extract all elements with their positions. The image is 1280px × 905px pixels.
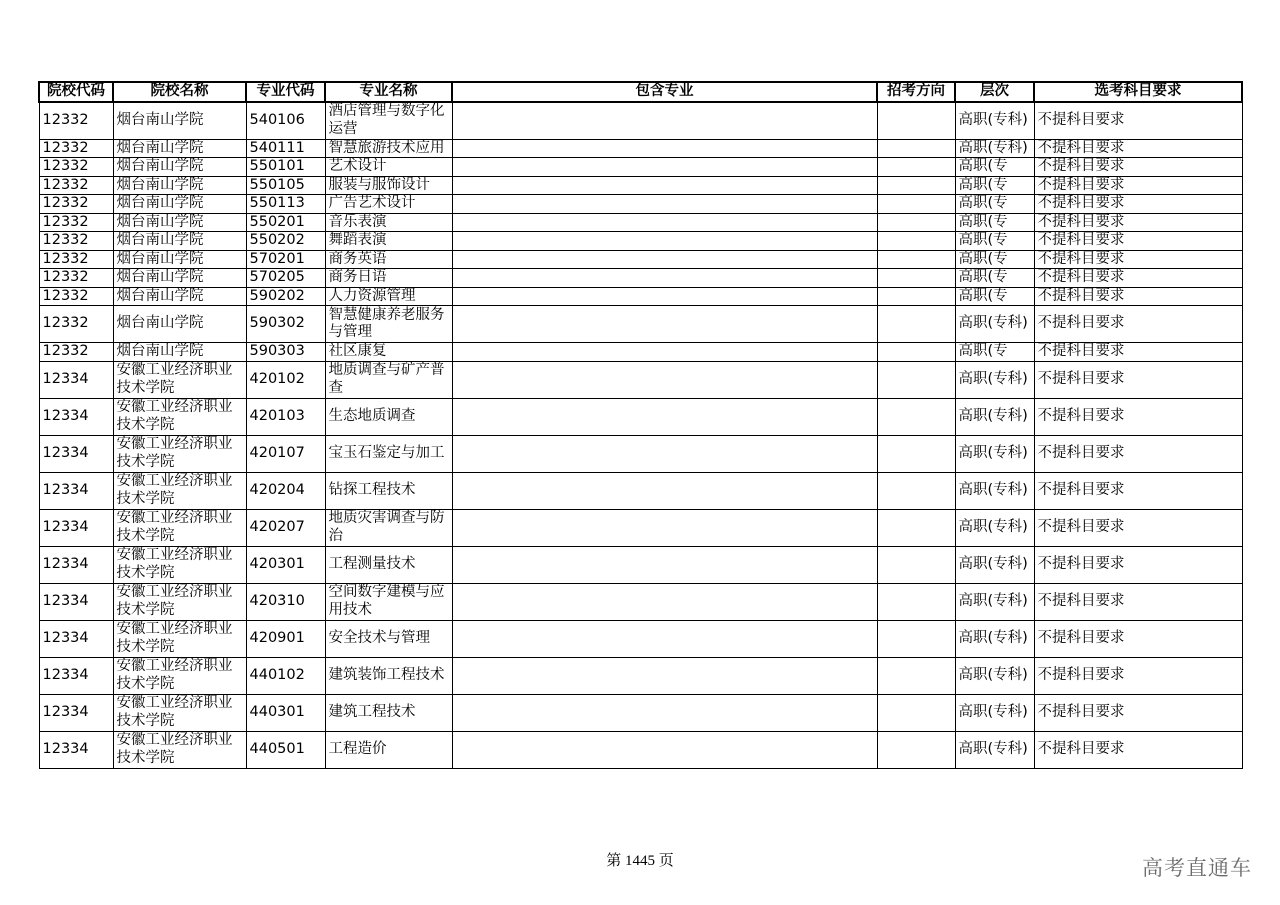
table-row (39, 343, 1242, 362)
header-major-name: 专业名称 (325, 82, 452, 102)
cell-school-name: 烟台南山学院 (113, 102, 246, 140)
cell-direction (877, 398, 955, 435)
table-row (39, 213, 1242, 232)
table-row (39, 398, 1242, 435)
admissions-table (38, 81, 1243, 769)
cell-direction (877, 232, 955, 251)
cell-level: 高职(专科) (955, 435, 1034, 472)
cell-direction (877, 343, 955, 362)
cell-school-name: 烟台南山学院 (113, 213, 246, 232)
cell-included-majors (452, 620, 877, 657)
cell-major-name: 工程测量技术 (325, 546, 452, 583)
cell-included-majors (452, 472, 877, 509)
cell-school-code: 12334 (39, 731, 113, 768)
table-row (39, 509, 1242, 546)
cell-included-majors (452, 195, 877, 214)
cell-school-name: 烟台南山学院 (113, 176, 246, 195)
cell-direction (877, 250, 955, 269)
cell-school-code: 12332 (39, 269, 113, 288)
cell-included-majors (452, 250, 877, 269)
cell-major-name: 服装与服饰设计 (325, 176, 452, 195)
cell-school-code: 12332 (39, 250, 113, 269)
cell-level: 高职(专 (955, 213, 1034, 232)
cell-major-code: 550101 (246, 158, 325, 177)
cell-included-majors (452, 546, 877, 583)
cell-direction (877, 472, 955, 509)
table-row (39, 269, 1242, 288)
table-row (39, 361, 1242, 398)
table-row (39, 139, 1242, 158)
cell-school-name: 安徽工业经济职业技术学院 (113, 583, 246, 620)
cell-major-code: 540111 (246, 139, 325, 158)
header-row (39, 82, 1242, 102)
cell-subject-requirement: 不提科目要求 (1034, 583, 1242, 620)
cell-included-majors (452, 657, 877, 694)
cell-school-name: 烟台南山学院 (113, 158, 246, 177)
cell-school-code: 12332 (39, 213, 113, 232)
cell-included-majors (452, 306, 877, 343)
cell-direction (877, 657, 955, 694)
cell-major-name: 建筑装饰工程技术 (325, 657, 452, 694)
cell-direction (877, 546, 955, 583)
cell-school-code: 12334 (39, 657, 113, 694)
cell-school-code: 12334 (39, 398, 113, 435)
cell-level: 高职(专科) (955, 398, 1034, 435)
cell-level: 高职(专 (955, 250, 1034, 269)
table-row (39, 232, 1242, 251)
cell-major-name: 地质灾害调查与防治 (325, 509, 452, 546)
cell-level: 高职(专科) (955, 306, 1034, 343)
cell-major-code: 550201 (246, 213, 325, 232)
cell-level: 高职(专 (955, 287, 1034, 306)
cell-major-name: 人力资源管理 (325, 287, 452, 306)
cell-level: 高职(专 (955, 232, 1034, 251)
cell-subject-requirement: 不提科目要求 (1034, 176, 1242, 195)
cell-subject-requirement: 不提科目要求 (1034, 102, 1242, 140)
cell-subject-requirement: 不提科目要求 (1034, 213, 1242, 232)
cell-major-code: 590302 (246, 306, 325, 343)
table-row (39, 657, 1242, 694)
cell-direction (877, 620, 955, 657)
table-row (39, 195, 1242, 214)
cell-major-name: 工程造价 (325, 731, 452, 768)
cell-level: 高职(专 (955, 343, 1034, 362)
cell-school-code: 12332 (39, 102, 113, 140)
cell-subject-requirement: 不提科目要求 (1034, 195, 1242, 214)
cell-major-code: 540106 (246, 102, 325, 140)
cell-subject-requirement: 不提科目要求 (1034, 269, 1242, 288)
cell-major-code: 420207 (246, 509, 325, 546)
cell-level: 高职(专科) (955, 546, 1034, 583)
cell-included-majors (452, 232, 877, 251)
cell-major-code: 420301 (246, 546, 325, 583)
cell-level: 高职(专 (955, 176, 1034, 195)
cell-major-code: 420107 (246, 435, 325, 472)
cell-school-name: 烟台南山学院 (113, 287, 246, 306)
cell-direction (877, 583, 955, 620)
cell-school-name: 烟台南山学院 (113, 139, 246, 158)
header-direction: 招考方向 (877, 82, 955, 102)
cell-direction (877, 102, 955, 140)
cell-school-code: 12332 (39, 176, 113, 195)
cell-level: 高职(专 (955, 269, 1034, 288)
cell-level: 高职(专 (955, 158, 1034, 177)
cell-included-majors (452, 343, 877, 362)
cell-direction (877, 287, 955, 306)
cell-direction (877, 361, 955, 398)
cell-school-name: 安徽工业经济职业技术学院 (113, 398, 246, 435)
cell-included-majors (452, 694, 877, 731)
cell-included-majors (452, 361, 877, 398)
table-row (39, 176, 1242, 195)
cell-school-name: 安徽工业经济职业技术学院 (113, 620, 246, 657)
header-school-name: 院校名称 (113, 82, 246, 102)
cell-school-code: 12334 (39, 435, 113, 472)
cell-major-code: 550105 (246, 176, 325, 195)
cell-major-name: 智慧健康养老服务与管理 (325, 306, 452, 343)
cell-major-name: 商务英语 (325, 250, 452, 269)
cell-major-code: 590303 (246, 343, 325, 362)
cell-subject-requirement: 不提科目要求 (1034, 306, 1242, 343)
cell-level: 高职(专科) (955, 583, 1034, 620)
cell-major-name: 生态地质调查 (325, 398, 452, 435)
cell-subject-requirement: 不提科目要求 (1034, 657, 1242, 694)
cell-major-name: 钻探工程技术 (325, 472, 452, 509)
cell-included-majors (452, 287, 877, 306)
cell-school-name: 烟台南山学院 (113, 343, 246, 362)
cell-subject-requirement: 不提科目要求 (1034, 435, 1242, 472)
table-row (39, 583, 1242, 620)
table-row (39, 546, 1242, 583)
header-major-code: 专业代码 (246, 82, 325, 102)
cell-level: 高职(专科) (955, 472, 1034, 509)
cell-school-code: 12332 (39, 306, 113, 343)
table-row (39, 694, 1242, 731)
header-subject-requirement: 选考科目要求 (1034, 82, 1242, 102)
cell-major-name: 音乐表演 (325, 213, 452, 232)
cell-included-majors (452, 102, 877, 140)
cell-subject-requirement: 不提科目要求 (1034, 361, 1242, 398)
cell-level: 高职(专 (955, 195, 1034, 214)
cell-major-name: 宝玉石鉴定与加工 (325, 435, 452, 472)
cell-major-name: 建筑工程技术 (325, 694, 452, 731)
cell-included-majors (452, 213, 877, 232)
cell-included-majors (452, 435, 877, 472)
cell-school-code: 12334 (39, 546, 113, 583)
cell-school-code: 12334 (39, 620, 113, 657)
cell-level: 高职(专科) (955, 102, 1034, 140)
cell-direction (877, 731, 955, 768)
cell-major-code: 420102 (246, 361, 325, 398)
cell-school-code: 12332 (39, 232, 113, 251)
cell-direction (877, 176, 955, 195)
cell-subject-requirement: 不提科目要求 (1034, 509, 1242, 546)
cell-subject-requirement: 不提科目要求 (1034, 139, 1242, 158)
cell-major-name: 商务日语 (325, 269, 452, 288)
cell-direction (877, 158, 955, 177)
header-level: 层次 (955, 82, 1034, 102)
cell-major-name: 安全技术与管理 (325, 620, 452, 657)
cell-major-code: 420310 (246, 583, 325, 620)
cell-major-code: 420901 (246, 620, 325, 657)
cell-subject-requirement: 不提科目要求 (1034, 472, 1242, 509)
cell-major-code: 570205 (246, 269, 325, 288)
cell-major-code: 550202 (246, 232, 325, 251)
cell-school-name: 安徽工业经济职业技术学院 (113, 509, 246, 546)
cell-included-majors (452, 398, 877, 435)
table-row (39, 620, 1242, 657)
table-row (39, 158, 1242, 177)
table-row (39, 731, 1242, 768)
cell-subject-requirement: 不提科目要求 (1034, 694, 1242, 731)
cell-included-majors (452, 269, 877, 288)
table-row (39, 306, 1242, 343)
cell-school-name: 烟台南山学院 (113, 232, 246, 251)
cell-subject-requirement: 不提科目要求 (1034, 158, 1242, 177)
cell-major-code: 440102 (246, 657, 325, 694)
cell-school-name: 烟台南山学院 (113, 269, 246, 288)
cell-school-code: 12332 (39, 195, 113, 214)
cell-direction (877, 213, 955, 232)
cell-major-name: 艺术设计 (325, 158, 452, 177)
cell-subject-requirement: 不提科目要求 (1034, 250, 1242, 269)
cell-school-code: 12332 (39, 139, 113, 158)
table-row (39, 250, 1242, 269)
cell-major-name: 广告艺术设计 (325, 195, 452, 214)
cell-included-majors (452, 583, 877, 620)
cell-subject-requirement: 不提科目要求 (1034, 232, 1242, 251)
header-included-majors: 包含专业 (452, 82, 877, 102)
cell-major-code: 440501 (246, 731, 325, 768)
cell-school-name: 安徽工业经济职业技术学院 (113, 472, 246, 509)
table-row (39, 472, 1242, 509)
cell-major-code: 570201 (246, 250, 325, 269)
cell-school-code: 12332 (39, 158, 113, 177)
cell-school-code: 12332 (39, 343, 113, 362)
cell-level: 高职(专科) (955, 620, 1034, 657)
cell-major-name: 空间数字建模与应用技术 (325, 583, 452, 620)
cell-school-code: 12334 (39, 509, 113, 546)
cell-subject-requirement: 不提科目要求 (1034, 343, 1242, 362)
cell-level: 高职(专科) (955, 694, 1034, 731)
cell-level: 高职(专科) (955, 509, 1034, 546)
cell-subject-requirement: 不提科目要求 (1034, 546, 1242, 583)
cell-school-name: 安徽工业经济职业技术学院 (113, 546, 246, 583)
cell-major-code: 420103 (246, 398, 325, 435)
cell-school-name: 烟台南山学院 (113, 250, 246, 269)
cell-major-code: 550113 (246, 195, 325, 214)
cell-school-code: 12332 (39, 287, 113, 306)
cell-school-name: 安徽工业经济职业技术学院 (113, 694, 246, 731)
cell-school-code: 12334 (39, 472, 113, 509)
cell-school-code: 12334 (39, 361, 113, 398)
cell-major-name: 酒店管理与数字化运营 (325, 102, 452, 140)
cell-direction (877, 435, 955, 472)
cell-included-majors (452, 176, 877, 195)
cell-major-code: 590202 (246, 287, 325, 306)
cell-direction (877, 269, 955, 288)
cell-subject-requirement: 不提科目要求 (1034, 287, 1242, 306)
cell-major-name: 地质调查与矿产普查 (325, 361, 452, 398)
cell-school-name: 安徽工业经济职业技术学院 (113, 657, 246, 694)
table-row (39, 435, 1242, 472)
header-school-code: 院校代码 (39, 82, 113, 102)
cell-school-name: 安徽工业经济职业技术学院 (113, 361, 246, 398)
cell-included-majors (452, 139, 877, 158)
cell-direction (877, 306, 955, 343)
cell-direction (877, 139, 955, 158)
cell-subject-requirement: 不提科目要求 (1034, 620, 1242, 657)
cell-included-majors (452, 731, 877, 768)
cell-direction (877, 195, 955, 214)
cell-school-name: 烟台南山学院 (113, 195, 246, 214)
cell-level: 高职(专科) (955, 657, 1034, 694)
table-row (39, 287, 1242, 306)
cell-direction (877, 509, 955, 546)
cell-major-code: 420204 (246, 472, 325, 509)
cell-school-name: 安徽工业经济职业技术学院 (113, 731, 246, 768)
cell-subject-requirement: 不提科目要求 (1034, 731, 1242, 768)
page-number: 第 1445 页 (606, 853, 674, 869)
cell-included-majors (452, 509, 877, 546)
watermark: 高考直通车 (1142, 856, 1252, 880)
cell-level: 高职(专科) (955, 731, 1034, 768)
cell-level: 高职(专科) (955, 139, 1034, 158)
cell-school-name: 烟台南山学院 (113, 306, 246, 343)
cell-included-majors (452, 158, 877, 177)
cell-direction (877, 694, 955, 731)
cell-school-code: 12334 (39, 694, 113, 731)
cell-major-name: 智慧旅游技术应用 (325, 139, 452, 158)
cell-school-name: 安徽工业经济职业技术学院 (113, 435, 246, 472)
cell-level: 高职(专科) (955, 361, 1034, 398)
cell-major-code: 440301 (246, 694, 325, 731)
table-row (39, 102, 1242, 140)
cell-subject-requirement: 不提科目要求 (1034, 398, 1242, 435)
cell-major-name: 舞蹈表演 (325, 232, 452, 251)
cell-school-code: 12334 (39, 583, 113, 620)
cell-major-name: 社区康复 (325, 343, 452, 362)
